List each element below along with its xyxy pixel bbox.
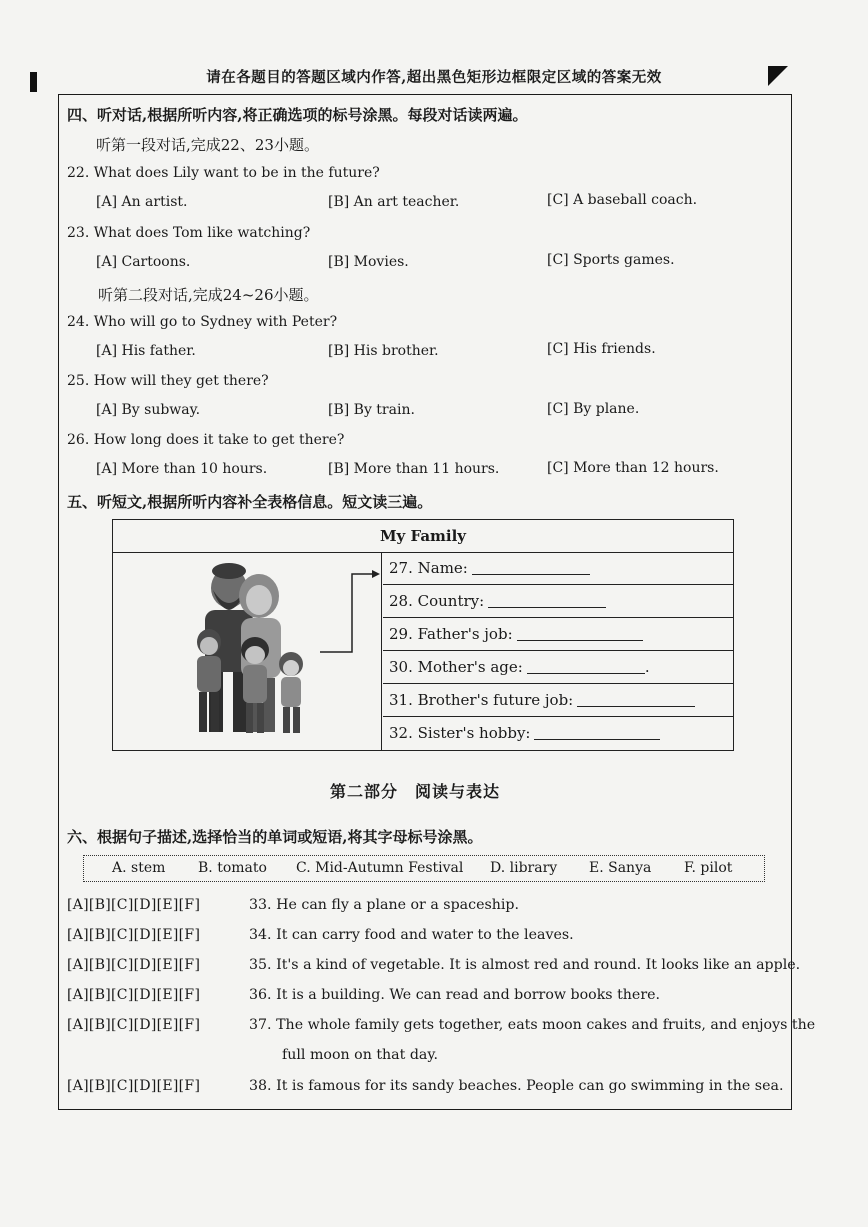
item-number: 35.: [249, 957, 272, 973]
section6-title: 六、根据句子描述,选择恰当的单词或短语,将其字母标号涂黑。: [67, 828, 483, 846]
item-text: It can carry food and water to the leaves.: [276, 927, 574, 943]
arrow-line: [308, 568, 388, 658]
option-25-b[interactable]: [B] By train.: [328, 402, 415, 418]
option-24-c[interactable]: [C] His friends.: [547, 341, 656, 357]
word-option-d: D. library: [490, 860, 558, 876]
table-row-30: [383, 651, 733, 684]
option-23-c[interactable]: [C] Sports games.: [547, 252, 675, 268]
item-number: 33.: [249, 897, 272, 913]
question-text: What does Lily want to be in the future?: [93, 165, 380, 181]
word-option-f: F. pilot: [684, 860, 733, 876]
answer-blank[interactable]: [472, 556, 590, 575]
option-26-b[interactable]: [B] More than 11 hours.: [328, 461, 500, 477]
question-23: [67, 225, 310, 241]
question-text: What does Tom like watching?: [93, 225, 311, 241]
answer-blank[interactable]: [517, 622, 643, 641]
row-suffix: .: [644, 658, 650, 676]
option-22-c[interactable]: [C] A baseball coach.: [547, 192, 698, 208]
answer-bubbles-38[interactable]: [A][B][C][D][E][F]: [67, 1078, 201, 1094]
dialog1-instruction: 听第一段对话,完成22、23小题。: [96, 136, 319, 154]
question-text: Who will go to Sydney with Peter?: [93, 314, 338, 330]
item-text: It is famous for its sandy beaches. People can go swimming in the sea.: [276, 1078, 784, 1094]
answer-blank[interactable]: [534, 721, 660, 740]
word-option-c: C. Mid-Autumn Festival: [296, 860, 464, 876]
family-table: [112, 519, 734, 751]
word-option-a: A. stem: [112, 860, 166, 876]
row-label: 28. Country:: [389, 592, 485, 610]
table-row-31: [383, 684, 733, 717]
table-row-32: [383, 717, 733, 750]
answer-bubbles-36[interactable]: [A][B][C][D][E][F]: [67, 987, 201, 1003]
option-25-c[interactable]: [C] By plane.: [547, 401, 640, 417]
item-text: The whole family gets together, eats moon cakes and fruits, and enjoys the: [276, 1017, 816, 1033]
option-23-b[interactable]: [B] Movies.: [328, 254, 409, 270]
option-22-b[interactable]: [B] An art teacher.: [328, 194, 460, 210]
word-option-b: B. tomato: [198, 860, 267, 876]
word-bank: [83, 855, 765, 882]
question-text: How will they get there?: [93, 373, 269, 389]
answer-bubbles-35[interactable]: [A][B][C][D][E][F]: [67, 957, 201, 973]
option-26-c[interactable]: [C] More than 12 hours.: [547, 460, 719, 476]
item-number: 38.: [249, 1078, 272, 1094]
item-38: [249, 1078, 783, 1094]
item-37-continued: full moon on that day.: [282, 1047, 439, 1063]
row-label: 29. Father's job:: [389, 625, 513, 643]
row-label: 27. Name:: [389, 559, 468, 577]
option-24-b[interactable]: [B] His brother.: [328, 343, 439, 359]
question-number: 25.: [67, 373, 90, 389]
item-36: [249, 987, 660, 1003]
question-text: How long does it take to get there?: [93, 432, 345, 448]
answer-bubbles-37[interactable]: [A][B][C][D][E][F]: [67, 1017, 201, 1033]
question-22: [67, 165, 380, 181]
question-number: 26.: [67, 432, 90, 448]
answer-blank[interactable]: [527, 655, 645, 674]
table-row-29: [383, 618, 733, 651]
item-number: 36.: [249, 987, 272, 1003]
dialog2-instruction: 听第二段对话,完成24~26小题。: [98, 286, 319, 304]
table-row-27: [383, 552, 733, 585]
option-24-a[interactable]: [A] His father.: [96, 343, 196, 359]
item-text: He can fly a plane or a spaceship.: [276, 897, 520, 913]
section5-title: 五、听短文,根据所听内容补全表格信息。短文读三遍。: [67, 493, 433, 511]
item-text: It is a building. We can read and borrow books there.: [276, 987, 661, 1003]
table-title: My Family: [113, 520, 733, 553]
item-37: [249, 1017, 815, 1033]
question-number: 24.: [67, 314, 90, 330]
family-illustration: [191, 560, 321, 738]
question-26: [67, 432, 344, 448]
table-row-28: [383, 585, 733, 618]
item-35: [249, 957, 800, 973]
item-33: [249, 897, 519, 913]
option-25-a[interactable]: [A] By subway.: [96, 402, 201, 418]
header-notice: 请在各题目的答题区域内作答,超出黑色矩形边框限定区域的答案无效: [206, 69, 662, 86]
row-label: 31. Brother's future job:: [389, 691, 574, 709]
question-25: [67, 373, 269, 389]
question-number: 22.: [67, 165, 90, 181]
item-text: It's a kind of vegetable. It is almost red and round. It looks like an apple.: [276, 957, 801, 973]
answer-bubbles-33[interactable]: [A][B][C][D][E][F]: [67, 897, 201, 913]
answer-bubbles-34[interactable]: [A][B][C][D][E][F]: [67, 927, 201, 943]
question-number: 23.: [67, 225, 90, 241]
row-label: 30. Mother's age:: [389, 658, 523, 676]
item-number: 34.: [249, 927, 272, 943]
option-22-a[interactable]: [A] An artist.: [96, 194, 188, 210]
item-number: 37.: [249, 1017, 272, 1033]
option-26-a[interactable]: [A] More than 10 hours.: [96, 461, 268, 477]
item-34: [249, 927, 574, 943]
row-label: 32. Sister's hobby:: [389, 724, 531, 742]
answer-blank[interactable]: [577, 688, 695, 707]
word-option-e: E. Sanya: [589, 860, 652, 876]
section4-title: 四、听对话,根据所听内容,将正确选项的标号涂黑。每段对话读两遍。: [67, 106, 528, 124]
option-23-a[interactable]: [A] Cartoons.: [96, 254, 191, 270]
part2-title: 第二部分 阅读与表达: [330, 782, 501, 801]
question-24: [67, 314, 337, 330]
answer-blank[interactable]: [488, 589, 606, 608]
